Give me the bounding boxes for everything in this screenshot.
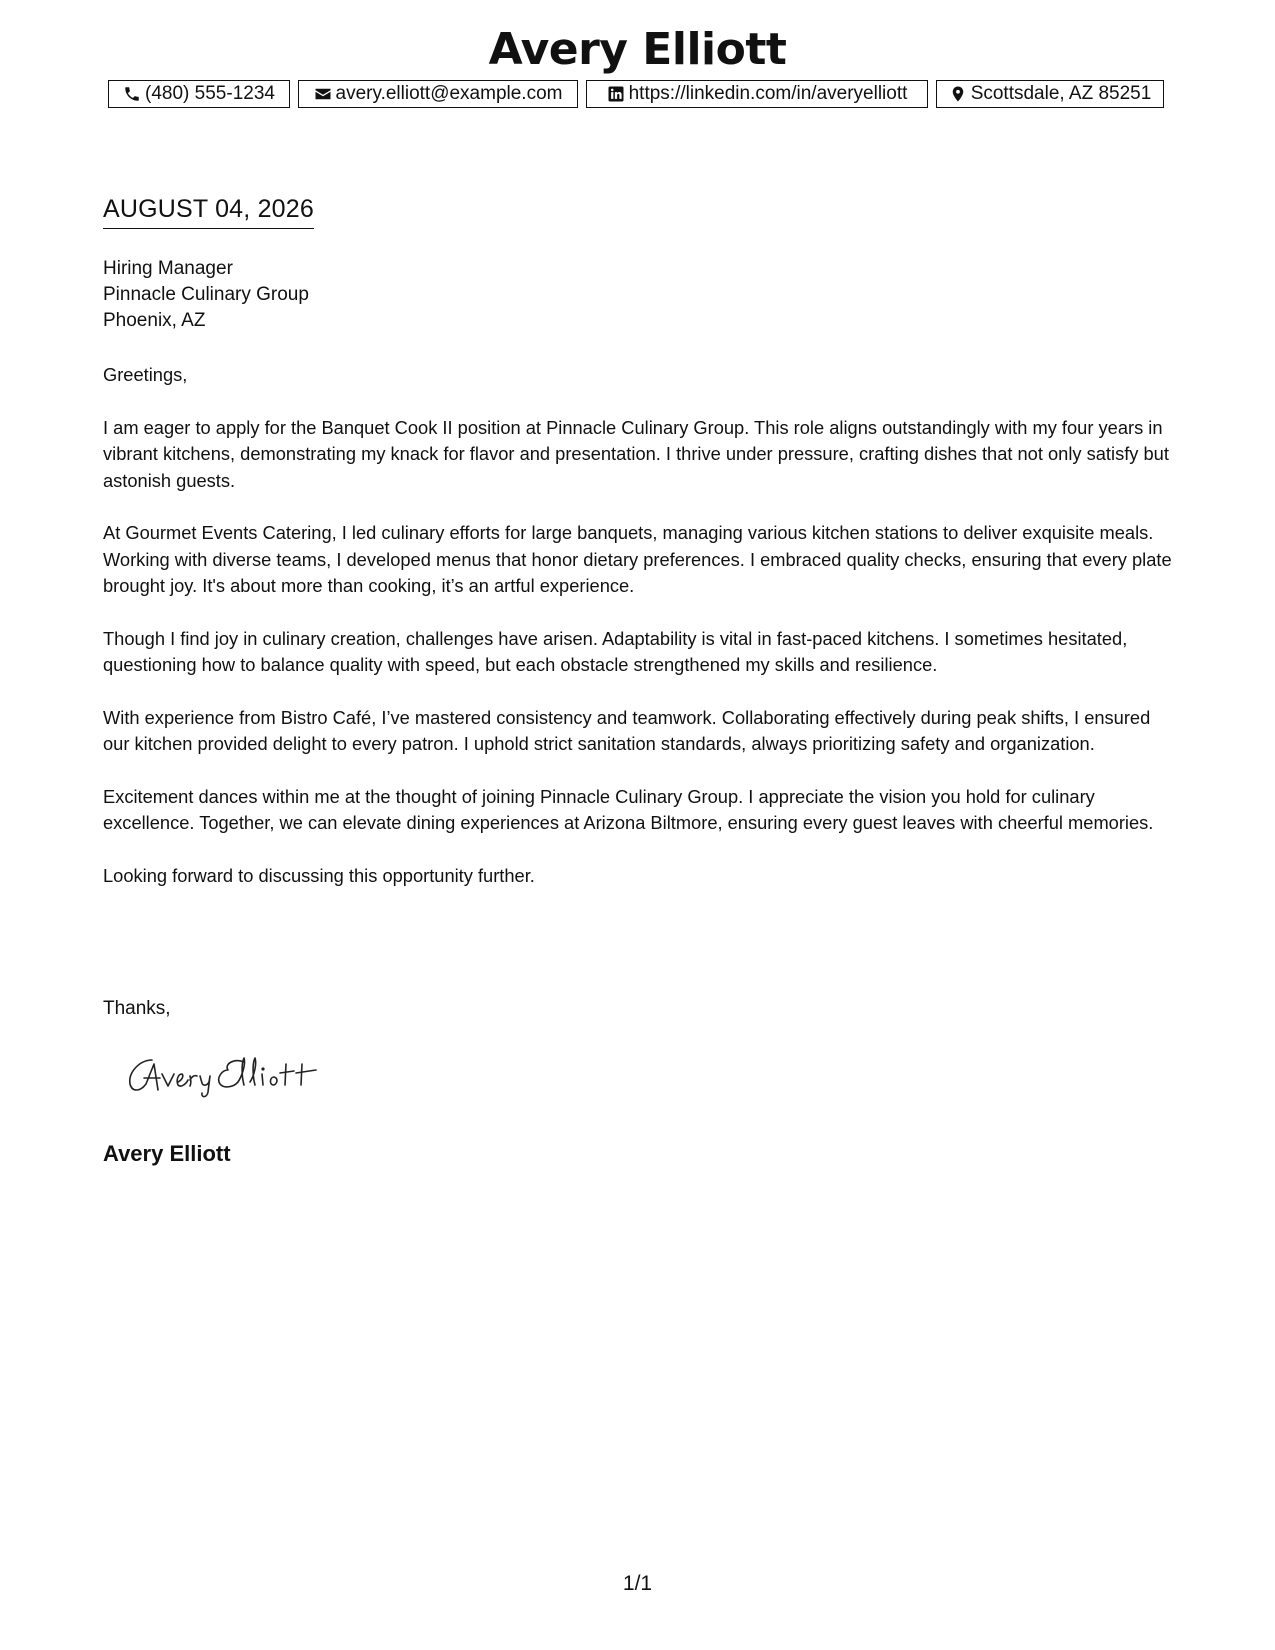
body-paragraph: Excitement dances within me at the thought of joining Pinnacle Culinary Group. I appreciate the vision you hold for culinary excellence. Together, we can elevate dining experiences at Arizona Biltmore, ensuring every guest leaves with cheerful memories. [103, 785, 1154, 833]
letter-date: AUGUST 04, 2026 [103, 194, 314, 229]
page-title: Avery Elliott [488, 24, 787, 75]
body-paragraph: With experience from Bistro Café, I’ve mastered consistency and teamwork. Collaborating effectively during peak shifts, I ensured our kitchen provided delight to every patron. I uphold strict sanitation standards, always prioritizing safety and organization. [103, 706, 1151, 754]
signature-image [126, 1050, 336, 1102]
phone-text: (480) 555-1234 [145, 83, 275, 104]
letter-body [103, 362, 1178, 915]
page-number: 1/1 [622, 1572, 653, 1595]
envelope-icon [314, 85, 332, 103]
body-paragraph: I am eager to apply for the Banquet Cook II position at Pinnacle Culinary Group. This role aligns outstandingly with my four years in vibrant kitchens, demonstrating my knack for flavor and presentation. I thrive under pressure, crafting dishes that not only satisfy but astonish guests. [103, 416, 1169, 491]
linkedin-text: https://linkedin.com/in/averyelliott [628, 83, 908, 104]
body-paragraph: At Gourmet Events Catering, I led culinary efforts for large banquets, managing various kitchen stations to deliver exquisite meals. Working with diverse teams, I developed menus that honor dietary preferences. I embraced quality checks, ensuring that every plate brought joy. It's about more than cooking, it’s an artful experience. [103, 522, 1172, 596]
location-text: Scottsdale, AZ 85251 [970, 83, 1152, 104]
contact-location [936, 80, 1164, 108]
contact-phone [108, 80, 290, 108]
linkedin-icon [607, 85, 625, 103]
contact-email[interactable] [298, 80, 578, 108]
map-marker-icon [949, 85, 967, 103]
contact-bar [108, 80, 1168, 108]
body-paragraph: Looking forward to discussing this opportunity further. [103, 864, 535, 886]
recipient-block [103, 256, 309, 334]
body-paragraph: Though I find joy in culinary creation, challenges have arisen. Adaptability is vital in fast-paced kitchens. I sometimes hesitated, questioning how to balance quality with speed, but each obstacle strengthened my skills and resilience. [103, 627, 1128, 675]
contact-linkedin[interactable] [586, 80, 928, 108]
email-text: avery.elliott@example.com [335, 83, 563, 104]
closing: Thanks, [103, 998, 171, 1019]
recipient-company: Pinnacle Culinary Group [103, 284, 309, 305]
signer-name: Avery Elliott [103, 1141, 231, 1166]
greeting: Greetings, [103, 364, 188, 385]
recipient-title: Hiring Manager [103, 258, 233, 279]
recipient-location: Phoenix, AZ [103, 310, 206, 331]
phone-icon [123, 85, 141, 103]
